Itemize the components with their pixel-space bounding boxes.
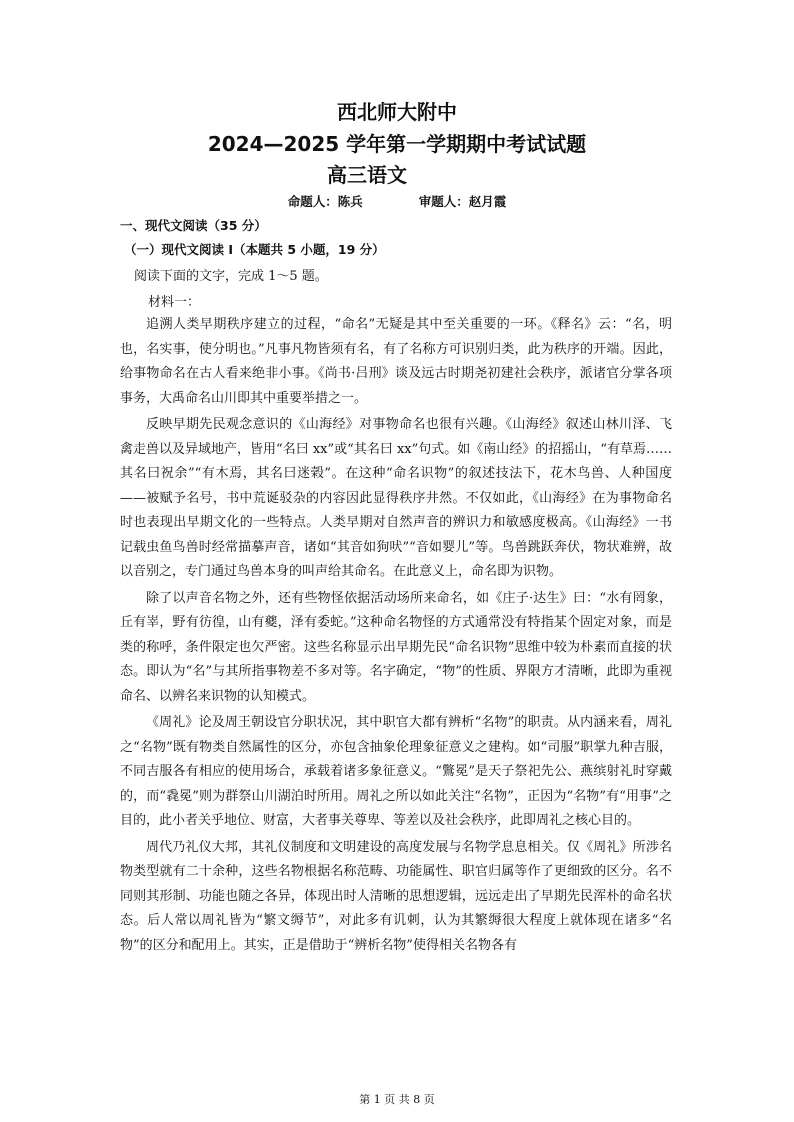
exam-title: 2024—2025 学年第一学期期中考试试题	[207, 132, 587, 156]
passage-paragraph: 反映早期先民观念意识的《山海经》对事物命名也很有兴趣。《山海经》叙述山林川泽、飞禽走兽以及异域地产，皆用“名曰 xx”或“其名曰 xx”句式。如《南山经》的招摇山，“有草焉……其名曰祝余”“有木焉，其名曰迷榖”。在这种“命名识物”的叙述技法下，花木鸟兽、人种国度——被赋予名号，书中荒诞驳杂的内容因此显得秩序井然。不仅如此，《山海经》在为事物命名时也表现出早期文化的一些特点。人类早期对自然声音的辨识力和敏感度极高。《山海经》一书记载虫鱼鸟兽时经常描摹声音，诸如“其音如狗吠”“音如婴儿”等。鸟兽跳跃奔伏，物状难辨，故以音别之，专门通过鸟兽本身的叫声给其命名。在此意义上，命名即为识物。	[120, 417, 672, 579]
reading-instruction: 阅读下面的文字，完成 1～5 题。	[134, 269, 328, 284]
passage-paragraph: 除了以声音名物之外，还有些物怪依据活动场所来命名，如《庄子·达生》曰：“水有罔象，丘有峷，野有彷徨，山有夔，泽有委蛇。”这种命名物怪的方式通常没有特指某个固定对象，而是类的称呼，条件限定也欠严密。这些名称显示出早期先民“命名识物”思维中较为朴素而直接的状态。即认为“名”与其所指事物差不多对等。名字确定，“物”的性质、界限方才清晰，此即为重视命名、以辨名来识物的认知模式。	[120, 590, 672, 704]
subsection-heading: （一）现代文阅读 I（本题共 5 小题，19 分）	[124, 242, 385, 257]
passage-paragraph: 《周礼》论及周王朝设官分职状况，其中职官大都有辨析“名物”的职责。从内涵来看，周礼之“名物”既有物类自然属性的区分，亦包含抽象伦理象征意义之建构。如“司服”职掌九种吉服，不同吉服各有相应的使用场合，承载着诸多象征意义。“鷩冕”是天子祭祀先公、燕缤射礼时穿戴的，而“毳冕”则为群祭山川湖泊时所用。周礼之所以如此关注“名物”，正因为“名物”有“用事”之目的，此小者关乎地位、财富，大者事关尊卑、等差以及社会秩序，此即周礼之核心目的。	[120, 715, 672, 828]
setter-label: 命题人：陈兵	[287, 194, 363, 209]
page-number: 第 1 页 共 8 页	[359, 1093, 435, 1106]
material-label: 材料一：	[148, 295, 201, 310]
school-name: 西北师大附中	[337, 100, 457, 124]
passage-paragraph: 周代乃礼仪大邦，其礼仪制度和文明建设的高度发展与名物学息息相关。仅《周礼》所涉名物类型就有二十余种，这些名物根据名称范畴、功能属性、职官归属等作了更细致的区分。名不同则其形制、功能也随之各异，体现出时人清晰的思想逻辑，远远走出了早期先民浑朴的命名状态。后人常以周礼皆为“繁文缛节”，对此多有讥刺，认为其繁缛很大程度上就体现在诸多“名物”的区分和配用上。其实，正是借助于“辨析名物”使得相关名物各有	[120, 839, 672, 953]
section-heading: 一、现代文阅读（35 分）	[120, 218, 267, 233]
author-line	[0, 192, 794, 210]
passage-paragraph: 追溯人类早期秩序建立的过程，“命名”无疑是其中至关重要的一环。《释名》云：“名，明也，名实事，使分明也。”凡事凡物皆须有名，有了名称方可识别归类，此为秩序的开端。因此，给事物命名在古人看来绝非小事。《尚书·吕刑》谈及远古时期尧初建社会秩序，派诸官分掌各项事务，大禹命名山川即其中重要举措之一。	[120, 317, 672, 406]
reviewer-label: 审题人：赵月霞	[418, 194, 507, 209]
subject-title: 高三语文	[327, 163, 407, 187]
passage-body	[120, 313, 672, 960]
